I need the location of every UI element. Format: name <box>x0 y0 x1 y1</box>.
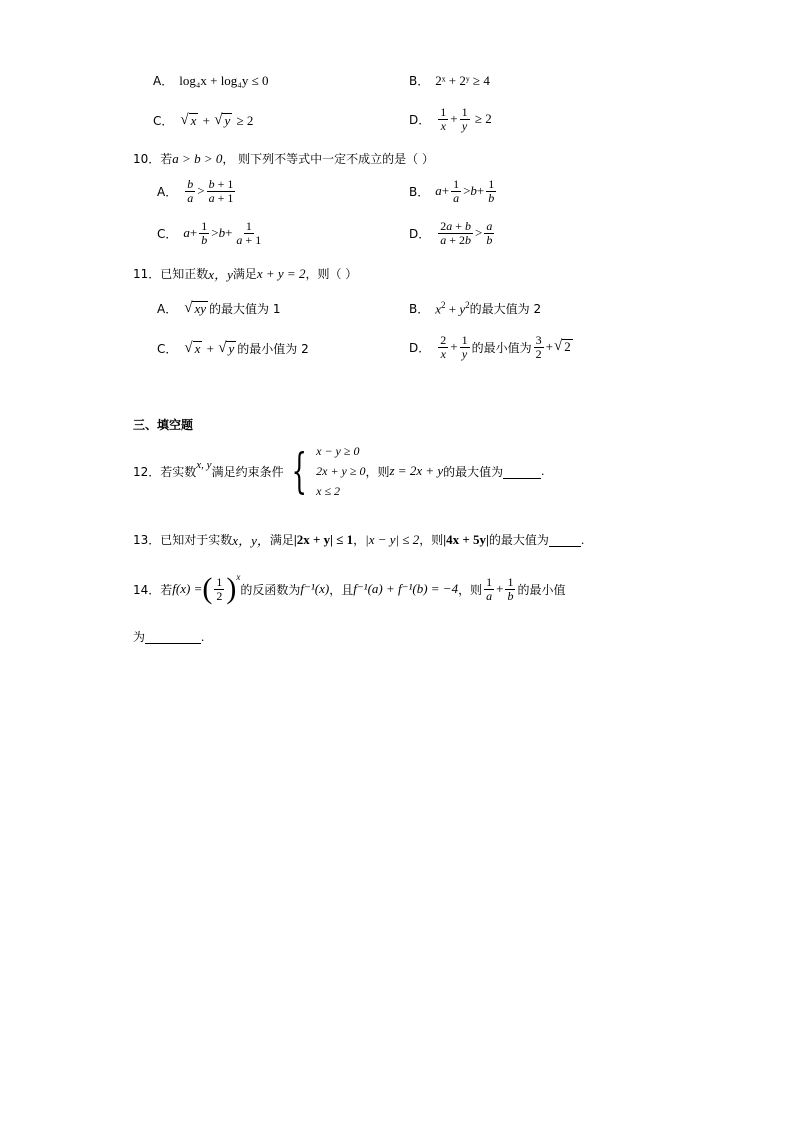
fraction-1-over-b: $\frac{1}{b}$ <box>488 177 495 205</box>
stem-text: 的最大值为 <box>488 533 549 547</box>
sqrt-x: √ x <box>184 339 201 356</box>
condition: a > b > 0 <box>172 150 223 166</box>
option-label: B． <box>409 302 430 317</box>
brace: { <box>291 443 307 499</box>
option-label: C． <box>157 342 178 356</box>
q10-stem <box>133 150 434 167</box>
q9-a-expr: log₄x + log₄y ≤ 0 <box>179 72 269 88</box>
fraction-a-over-b: $\frac{a}{b}$ <box>486 219 493 247</box>
stem-text: 满足约束条件 <box>211 464 284 479</box>
objective: |4x + 5y| <box>443 531 489 547</box>
answer-blank[interactable] <box>145 629 201 644</box>
fraction-1-over-x: $\frac{1}{x}$ <box>440 105 447 133</box>
option-text: 的最小值为 2 <box>237 342 309 356</box>
q12-stem <box>133 441 544 501</box>
q9-d-rhs: ≥ 2 <box>474 111 492 127</box>
q9-b-expr: 2ˣ + 2ʸ ≥ 4 <box>435 72 490 88</box>
q11-option-d: D． $\frac{2}{x}$ + $\frac{1}{y}$ 的最小值为 $\frac{3}{2}$ + √ 2 <box>409 333 571 361</box>
question-number: 12． <box>133 464 161 479</box>
stem-text: 的最大值为 <box>443 464 504 479</box>
fraction-1-over-a1: $\frac{1}{a + 1}$ <box>236 219 262 247</box>
constraint: x − y ≥ 0 <box>316 444 360 458</box>
stem-text: 已知正数 <box>160 267 209 281</box>
fraction-3-over-2: $\frac{3}{2}$ <box>535 333 542 361</box>
stem-text: 已知对于实数 <box>160 533 233 547</box>
q9-option-c: C． √ x + √ y ≥ 2 <box>153 111 254 128</box>
answer-blank[interactable] <box>503 464 541 479</box>
option-label: D． <box>409 112 431 127</box>
option-label: A． <box>157 302 178 316</box>
stem-text: 的反函数为 <box>240 582 301 597</box>
stem-text: 的最小值 <box>517 582 566 597</box>
q13-stem <box>133 530 584 549</box>
q9-option-b <box>409 72 490 89</box>
objective: z = 2x + y <box>389 463 444 478</box>
sqrt-y: √ y <box>218 339 235 356</box>
option-label: D． <box>409 226 431 241</box>
q10-option-b: B． a + $\frac{1}{a}$ > b + $\frac{1}{b}$ <box>409 177 495 205</box>
fraction-b1-over-a1: $\frac{b + 1}{a + 1}$ <box>208 177 234 205</box>
condition: |2x + y| ≤ 1 <box>293 531 354 547</box>
option-label: B． <box>409 74 430 88</box>
fraction-1-over-2: $\frac{1}{2}$ <box>216 574 223 603</box>
inverse-function: f⁻¹(x) <box>300 581 330 596</box>
q11-option-a <box>157 300 280 317</box>
constraint: 2x + y ≥ 0 <box>316 464 366 478</box>
constraint: x ≤ 2 <box>316 484 341 498</box>
answer-blank[interactable] <box>549 532 581 547</box>
stem-text: ， 则下列不等式中一定不成立的是（ ） <box>222 152 434 166</box>
variables: x, y <box>196 459 212 471</box>
stem-text: ，则（ ） <box>305 267 358 281</box>
sqrt-xy: √ xy <box>184 299 206 316</box>
option-label: A． <box>157 184 178 199</box>
q10-option-c: C． a + $\frac{1}{b}$ > b + $\frac{1}{a + 1}$ <box>157 219 262 247</box>
q9-option-d: D． $\frac{1}{x}$ + $\frac{1}{y}$ ≥ 2 <box>409 105 492 133</box>
fraction-1-over-y: $\frac{1}{y}$ <box>461 105 468 133</box>
stem-text: ，则 <box>419 533 444 547</box>
variables: x，y， <box>232 533 270 548</box>
option-text: 的最小值为 <box>471 340 532 355</box>
option-text: 的最大值为 1 <box>209 302 281 316</box>
question-number: 14． <box>133 582 161 597</box>
stem-text: ，则 <box>365 464 390 479</box>
stem-text: ，且 <box>329 582 354 597</box>
fraction-1-over-a: $\frac{1}{a}$ <box>486 574 493 603</box>
constraint-system <box>316 441 365 501</box>
stem-text: 若 <box>160 152 173 166</box>
option-label: D． <box>409 340 431 355</box>
stem-text: 若实数 <box>160 464 197 479</box>
stem-text: 为 <box>133 630 146 644</box>
stem-text: ，则 <box>458 582 483 597</box>
sqrt-x: √ x <box>180 111 197 128</box>
fraction-1-over-b: $\frac{1}{b}$ <box>201 219 208 247</box>
q11-option-c: C． √ x + √ y 的最小值为 2 <box>157 339 309 356</box>
condition: |x − y| ≤ 2 <box>365 531 420 547</box>
question-number: 11． <box>133 267 161 281</box>
stem-text: 若 <box>160 582 173 597</box>
stem-text: 满足 <box>269 533 294 547</box>
section-title: 三、填空题 <box>133 418 194 432</box>
period: . <box>541 463 545 478</box>
period: . <box>580 531 585 547</box>
fraction-1-over-a: $\frac{1}{a}$ <box>453 177 460 205</box>
q10-option-a: A． $\frac{b}{a}$ > $\frac{b + 1}{a + 1}$ <box>157 177 234 205</box>
sqrt-y: √ y <box>214 111 231 128</box>
q14-stem: 14． 若 f(x) = ( $\frac{1}{2}$ ) $^x$ 的反函数为 f⁻¹(x) ，且 f⁻¹(a) + f⁻¹(b) = −4 ，则 $\frac{1}{a}$ + $\frac{1}{b}$ 的最小值 <box>133 572 566 605</box>
fraction-2ab-over-a2b: $\frac{2a + b}{a + 2b}$ <box>440 219 472 247</box>
question-number: 10． <box>133 152 161 166</box>
option-label: C． <box>153 114 174 128</box>
question-number: 13． <box>133 533 161 547</box>
stem-text: 满足 <box>232 267 257 281</box>
q11-stem <box>133 264 357 283</box>
option-text: 的最大值为 2 <box>469 302 542 317</box>
variables: x，y <box>208 267 233 282</box>
option-label: B． <box>409 184 430 199</box>
fraction-2-over-x: $\frac{2}{x}$ <box>440 333 447 361</box>
period: . <box>201 628 205 644</box>
q9-option-a <box>153 72 268 89</box>
separator: ， <box>353 533 366 547</box>
option-label: A． <box>153 74 174 88</box>
condition: f⁻¹(a) + f⁻¹(b) = −4 <box>353 581 459 596</box>
q10-option-d: D． $\frac{2a + b}{a + 2b}$ > $\frac{a}{b}$ <box>409 219 493 247</box>
fraction-b-over-a: $\frac{b}{a}$ <box>187 177 194 205</box>
q11-option-b: B． $x^2 + y^2$ 的最大值为 2 <box>409 300 542 317</box>
condition: x + y = 2 <box>256 265 306 281</box>
q14-line2 <box>133 628 204 645</box>
function: f(x) = <box>172 581 203 596</box>
fraction-1-over-y: $\frac{1}{y}$ <box>461 333 468 361</box>
option-label: C． <box>157 226 178 241</box>
q9-c-rhs: ≥ 2 <box>236 112 254 128</box>
fraction-1-over-b: $\frac{1}{b}$ <box>507 574 514 603</box>
sqrt-2: √ 2 <box>553 338 571 355</box>
